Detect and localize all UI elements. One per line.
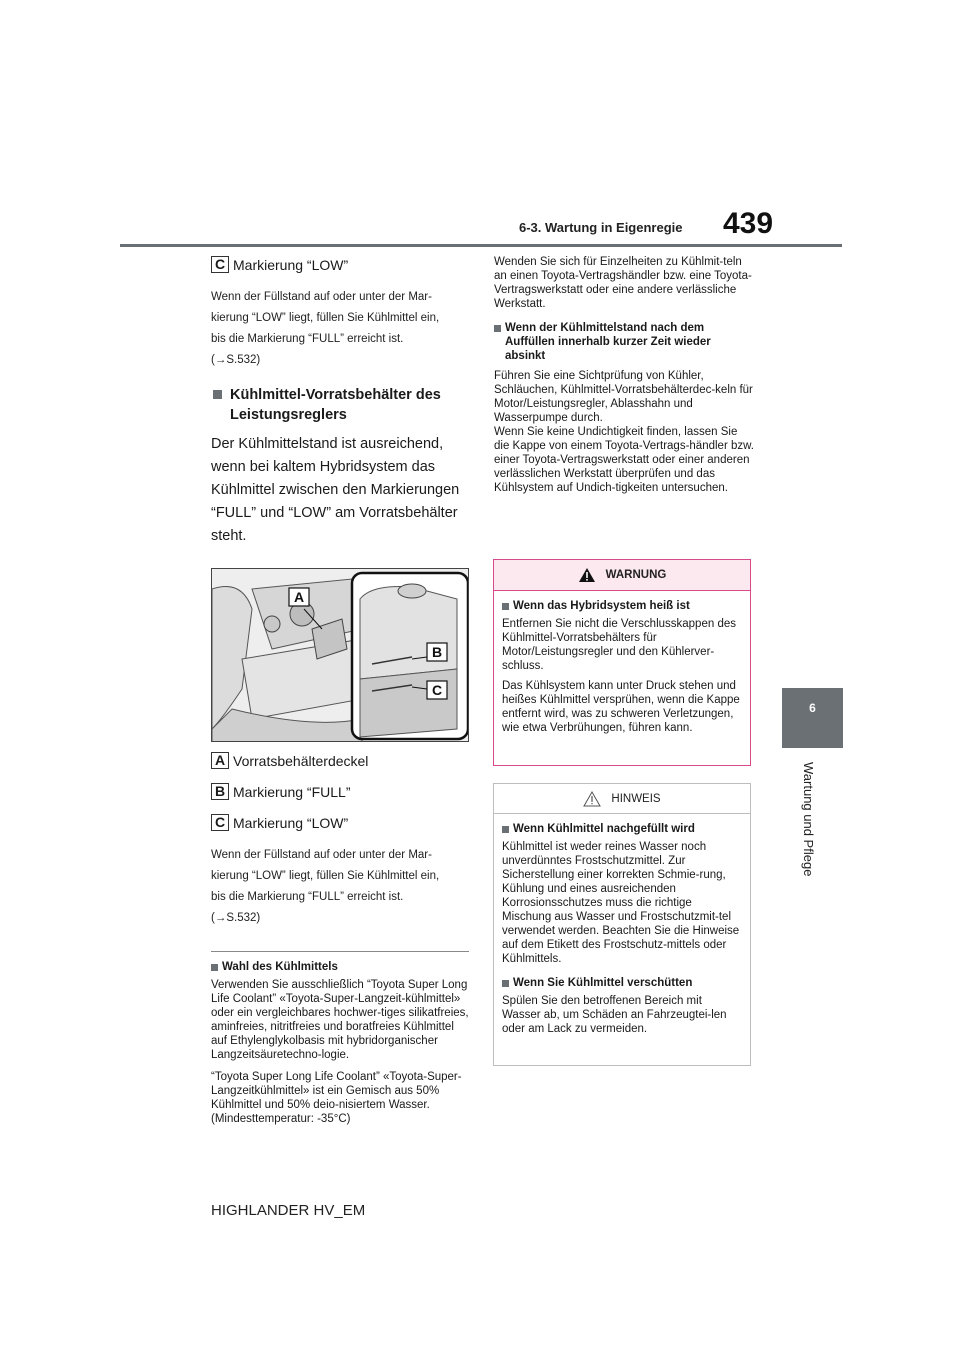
page-reference-link[interactable]: (→S.532) [211,354,261,366]
notice-heading [502,822,742,836]
label-text: Markierung “FULL” [233,783,351,800]
bullet-square-icon [502,603,509,610]
notice-box [493,783,751,1066]
chapter-tab[interactable]: 6 [782,688,843,748]
notice-paragraph: Kühlmittel ist weder reines Wasser noch unverdünntes Frostschutzmittel. Zur Sicherstellung einer korrekten Schmie-rung, Kühlung und eines ausreichenden Korrosionsschutzes muss die richtige Mischung aus Wasser und Frostschutzmit-tel verwendet werden. Beachten Sie die Hinweise auf dem Etikett des Frostschutz-mittels oder Kühlmittels. [502,841,740,965]
section-body: Der Kühlmittelstand ist ausreichend, wenn bei kaltem Hybridsystem das Kühlmittel zwischen den Markierungen “FULL” und “LOW” am Vorratsbehälter steht. [211,436,460,544]
label-item-c-top [211,256,471,273]
page-reference-link[interactable]: (→S.532) [211,912,261,924]
label-text: Markierung “LOW” [233,256,349,273]
warning-triangle-icon [578,567,596,583]
notice-heading-text: Wenn Kühlmittel nachgefüllt wird [513,823,695,835]
note-line: Wenn der Füllstand auf oder unter der Mar- [211,291,432,303]
section-title: 6-3. Wartung in Eigenregie [519,220,683,235]
coolant-heading-text: Wahl des Kühlmittels [222,961,338,973]
chapter-title: Wartung und Pflege [801,762,816,877]
left-column [211,256,471,1126]
bullet-square-icon [211,964,218,971]
bullet-square-icon [494,325,501,332]
label-box-b: B [211,783,229,800]
bullet-square-icon [502,980,509,987]
figure-label-c-text: C [431,682,443,698]
caution-triangle-icon [583,791,601,807]
paragraph: Wenden Sie sich für Einzelheiten zu Kühlmit-teln an einen Toyota-Vertragshändler bzw. eine Toyota-Vertragswerkstatt oder eine andere verlässliche Werkstatt. [494,256,752,310]
note-line: kierung “LOW” liegt, füllen Sie Kühlmittel ein, [211,312,440,324]
notice-header [494,784,750,814]
notice-title: HINWEIS [611,792,661,805]
label-item-b [211,783,471,800]
note-line: bis die Markierung “FULL” erreicht ist. [211,333,404,345]
chapter-title-vertical [800,762,820,922]
section-heading-text: Kühlmittel-Vorratsbehälter des Leistungsreglers [230,387,441,423]
label-box-c: C [211,256,229,273]
subheading [494,321,754,363]
divider [211,951,469,952]
note-line: kierung “LOW” liegt, füllen Sie Kühlmittel ein, [211,870,440,882]
bullet-square-icon [502,826,509,833]
note-line: Wenn der Füllstand auf oder unter der Mar- [211,849,432,861]
figure-label-b-text: B [431,644,443,660]
label-text: Markierung “LOW” [233,814,349,831]
warning-title: WARNUNG [605,569,667,581]
notice-body [494,814,750,1044]
right-column [494,255,754,495]
warning-paragraph: Entfernen Sie nicht die Verschlusskappen des Kühlmittel-Vorratsbehälters für Motor/Leistungsregler und den Kühlerver-schluss. [502,618,736,672]
warning-heading-text: Wenn das Hybridsystem heiß ist [513,600,690,612]
page-number: 439 [723,207,774,240]
warning-heading [502,599,742,613]
header-divider [120,244,842,247]
notice-heading [502,976,742,990]
figure-label-b [427,643,447,661]
warning-box [493,559,751,766]
label-item-a [211,752,471,769]
paragraph: Wenn Sie keine Undichtigkeit finden, lassen Sie die Kappe von einem Toyota-Vertrags-händler bzw. einer Toyota-Vertragswerkstatt oder einer anderen verlässlichen Werkstatt überprüfen und das Kühlsystem auf Undich-tigkeiten untersuchen. [494,426,754,494]
subheading-text: Wenn der Kühlmittelstand nach dem Auffüllen innerhalb kurzer Zeit wieder absinkt [505,322,711,362]
coolant-heading [211,960,471,974]
note-bottom [211,845,471,929]
label-box-c: C [211,814,229,831]
note-line: bis die Markierung “FULL” erreicht ist. [211,891,404,903]
warning-header [494,560,750,591]
coolant-paragraph: “Toyota Super Long Life Coolant” «Toyota-Super-Langzeitkühlmittel» ist ein Gemisch aus 50% Kühlmittel und 50% deio-nisiertem Wasser. (Mindesttemperatur: -35°C) [211,1071,462,1125]
notice-heading-text: Wenn Sie Kühlmittel verschütten [513,977,693,989]
figure-label-a-text: A [293,589,305,605]
label-item-c [211,814,471,831]
warning-body [494,591,750,743]
coolant-paragraph: Verwenden Sie ausschließlich “Toyota Super Long Life Coolant” «Toyota-Super-Langzeit-kühlmittel» oder ein vergleichbares hochwer-tiges silikatfreies, aminfreies, nitritfreies und boratfreies Kühlmittel auf Ethylenglykolbasis mit hybridorganischer Langzeitsäuretechno-logie. [211,979,469,1061]
engine-bay-illustration [211,568,469,742]
bullet-square-icon [213,390,222,399]
label-text: Vorratsbehälterdeckel [233,752,369,769]
model-footer: HIGHLANDER HV_EM [211,1202,366,1219]
notice-paragraph: Spülen Sie den betroffenen Bereich mit Wasser ab, um Schäden an Fahrzeugtei-len oder am Lack zu vermeiden. [502,995,727,1035]
warning-paragraph: Das Kühlsystem kann unter Druck stehen und heißes Kühlmittel versprühen, wenn die Kappe entfernt wird, was zu schweren Verletzungen, wie etwa Verbrühungen, führen kann. [502,680,740,734]
paragraph: Führen Sie eine Sichtprüfung von Kühler, Schläuchen, Kühlmittel-Vorratsbehälterdec-keln für Motor/Leistungsregler, Ablasshahn und Wasserpumpe durch. [494,370,753,424]
engine-bay-drawing [212,569,469,742]
note-top [211,287,471,371]
label-box-a: A [211,752,229,769]
figure-label-c [427,681,447,699]
section-heading [211,385,471,425]
figure-label-a [289,588,309,606]
